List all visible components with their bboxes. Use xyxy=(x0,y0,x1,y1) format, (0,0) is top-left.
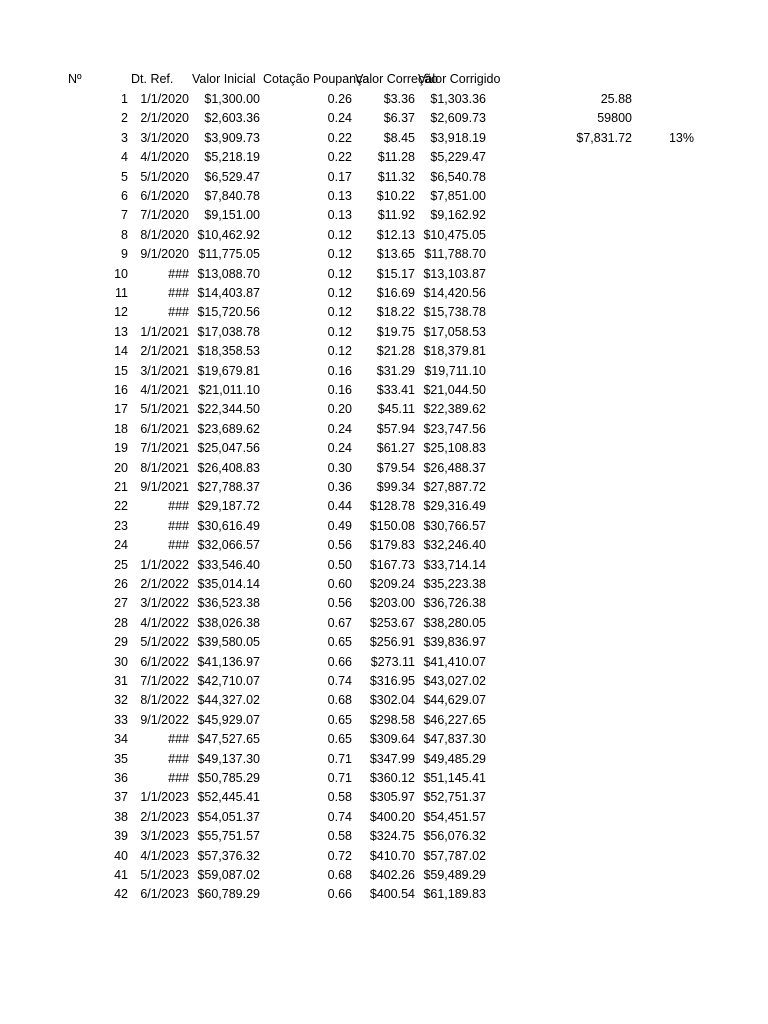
row-date: ### xyxy=(168,732,189,746)
row-initial-value: $22,344.50 xyxy=(197,402,260,416)
row-savings-rate: 0.66 xyxy=(327,887,352,901)
row-initial-value: $57,376.32 xyxy=(197,849,260,863)
row-correction-value: $273.11 xyxy=(370,655,415,669)
header-date: Dt. Ref. xyxy=(131,72,174,86)
row-correction-value: $10.22 xyxy=(376,189,415,203)
row-initial-value: $55,751.57 xyxy=(197,829,260,843)
row-number: 16 xyxy=(114,383,128,397)
row-correction-value: $19.75 xyxy=(376,325,415,339)
row-correction-value: $402.26 xyxy=(369,868,415,882)
row-initial-value: $3,909.73 xyxy=(204,131,260,145)
row-correction-value: $21.28 xyxy=(376,344,415,358)
row-savings-rate: 0.12 xyxy=(327,325,352,339)
row-corrected-value: $17,058.53 xyxy=(423,325,486,339)
row-date: ### xyxy=(168,267,189,281)
row-savings-rate: 0.71 xyxy=(327,752,352,766)
row-corrected-value: $56,076.32 xyxy=(423,829,486,843)
row-initial-value: $23,689.62 xyxy=(197,422,260,436)
row-savings-rate: 0.44 xyxy=(327,499,352,513)
row-number: 30 xyxy=(114,655,128,669)
row-corrected-value: $46,227.65 xyxy=(423,713,486,727)
header-savings-rate: Cotação Poupança xyxy=(263,72,370,86)
row-correction-value: $45.11 xyxy=(377,402,415,416)
row-correction-value: $305.97 xyxy=(369,790,415,804)
row-initial-value: $10,462.92 xyxy=(197,228,260,242)
row-savings-rate: 0.13 xyxy=(327,208,352,222)
row-initial-value: $25,047.56 xyxy=(197,441,260,455)
row-correction-value: $302.04 xyxy=(369,693,415,707)
row-savings-rate: 0.68 xyxy=(327,693,352,707)
row-date: 3/1/2022 xyxy=(140,596,189,610)
row-initial-value: $19,679.81 xyxy=(197,364,260,378)
row-corrected-value: $36,726.38 xyxy=(423,596,486,610)
row-corrected-value: $13,103.87 xyxy=(423,267,486,281)
row-number: 38 xyxy=(114,810,128,824)
row-corrected-value: $21,044.50 xyxy=(423,383,486,397)
row-correction-value: $128.78 xyxy=(369,499,415,513)
row-savings-rate: 0.56 xyxy=(327,538,352,552)
row-initial-value: $33,546.40 xyxy=(197,558,260,572)
row-correction-value: $316.95 xyxy=(369,674,415,688)
row-number: 29 xyxy=(114,635,128,649)
row-initial-value: $14,403.87 xyxy=(197,286,260,300)
row-date: 1/1/2022 xyxy=(140,558,189,572)
row-date: 5/1/2023 xyxy=(140,868,189,882)
row-correction-value: $6.37 xyxy=(383,111,415,125)
row-date: 8/1/2021 xyxy=(140,461,189,475)
row-date: 1/1/2023 xyxy=(140,790,189,804)
row-date: 7/1/2020 xyxy=(140,208,189,222)
row-initial-value: $21,011.10 xyxy=(198,383,260,397)
row-number: 13 xyxy=(114,325,128,339)
row-savings-rate: 0.65 xyxy=(327,635,352,649)
row-corrected-value: $14,420.56 xyxy=(423,286,486,300)
row-initial-value: $47,527.65 xyxy=(197,732,260,746)
row-corrected-value: $27,887.72 xyxy=(423,480,486,494)
row-savings-rate: 0.49 xyxy=(327,519,352,533)
row-corrected-value: $30,766.57 xyxy=(423,519,486,533)
row-date: 9/1/2022 xyxy=(140,713,189,727)
row-number: 41 xyxy=(114,868,128,882)
row-initial-value: $13,088.70 xyxy=(197,267,260,281)
row-correction-value: $253.67 xyxy=(369,616,415,630)
row-number: 7 xyxy=(121,208,128,222)
row-date: 2/1/2023 xyxy=(140,810,189,824)
row-corrected-value: $39,836.97 xyxy=(423,635,486,649)
row-savings-rate: 0.67 xyxy=(327,616,352,630)
row-corrected-value: $35,223.38 xyxy=(423,577,486,591)
row-initial-value: $1,300.00 xyxy=(204,92,260,106)
row-corrected-value: $18,379.81 xyxy=(423,344,486,358)
row-corrected-value: $10,475.05 xyxy=(423,228,486,242)
row-number: 25 xyxy=(114,558,128,572)
row-date: ### xyxy=(168,286,189,300)
row-correction-value: $203.00 xyxy=(369,596,415,610)
row-savings-rate: 0.24 xyxy=(327,111,352,125)
row-corrected-value: $2,609.73 xyxy=(430,111,486,125)
row-corrected-value: $9,162.92 xyxy=(430,208,486,222)
row-correction-value: $33.41 xyxy=(376,383,415,397)
row-savings-rate: 0.22 xyxy=(327,131,352,145)
side-value-amount: $7,831.72 xyxy=(576,131,632,145)
row-initial-value: $7,840.78 xyxy=(204,189,260,203)
row-correction-value: $18.22 xyxy=(376,305,415,319)
row-savings-rate: 0.26 xyxy=(327,92,352,106)
row-corrected-value: $59,489.29 xyxy=(423,868,486,882)
row-date: 8/1/2022 xyxy=(140,693,189,707)
row-savings-rate: 0.12 xyxy=(327,344,352,358)
row-date: 8/1/2020 xyxy=(140,228,189,242)
row-correction-value: $31.29 xyxy=(376,364,415,378)
row-date: 5/1/2020 xyxy=(140,170,189,184)
row-correction-value: $79.54 xyxy=(376,461,415,475)
row-savings-rate: 0.12 xyxy=(327,247,352,261)
header-correction-value: Valor Correção xyxy=(355,72,439,86)
row-savings-rate: 0.58 xyxy=(327,790,352,804)
row-savings-rate: 0.68 xyxy=(327,868,352,882)
row-savings-rate: 0.24 xyxy=(327,422,352,436)
row-corrected-value: $25,108.83 xyxy=(423,441,486,455)
row-savings-rate: 0.74 xyxy=(327,674,352,688)
row-date: ### xyxy=(168,752,189,766)
header-num: Nº xyxy=(68,72,82,86)
row-number: 33 xyxy=(114,713,128,727)
row-initial-value: $6,529.47 xyxy=(204,170,260,184)
row-initial-value: $54,051.37 xyxy=(197,810,260,824)
row-number: 22 xyxy=(114,499,128,513)
row-date: ### xyxy=(168,538,189,552)
row-number: 2 xyxy=(121,111,128,125)
row-savings-rate: 0.71 xyxy=(327,771,352,785)
row-date: 3/1/2023 xyxy=(140,829,189,843)
row-savings-rate: 0.65 xyxy=(327,713,352,727)
row-initial-value: $41,136.97 xyxy=(197,655,260,669)
row-corrected-value: $6,540.78 xyxy=(430,170,486,184)
row-savings-rate: 0.22 xyxy=(327,150,352,164)
row-correction-value: $209.24 xyxy=(369,577,415,591)
row-corrected-value: $44,629.07 xyxy=(423,693,486,707)
row-corrected-value: $23,747.56 xyxy=(423,422,486,436)
row-initial-value: $27,788.37 xyxy=(197,480,260,494)
row-correction-value: $179.83 xyxy=(369,538,415,552)
row-corrected-value: $54,451.57 xyxy=(423,810,486,824)
row-corrected-value: $38,280.05 xyxy=(423,616,486,630)
row-date: 7/1/2022 xyxy=(140,674,189,688)
row-number: 42 xyxy=(114,887,128,901)
row-corrected-value: $49,485.29 xyxy=(423,752,486,766)
row-correction-value: $347.99 xyxy=(369,752,415,766)
row-initial-value: $9,151.00 xyxy=(204,208,260,222)
row-initial-value: $52,445.41 xyxy=(197,790,260,804)
row-date: 7/1/2021 xyxy=(140,441,189,455)
row-corrected-value: $11,788.70 xyxy=(424,247,486,261)
row-correction-value: $324.75 xyxy=(369,829,415,843)
row-date: 2/1/2021 xyxy=(140,344,189,358)
row-correction-value: $410.70 xyxy=(369,849,415,863)
row-corrected-value: $52,751.37 xyxy=(423,790,486,804)
row-corrected-value: $47,837.30 xyxy=(423,732,486,746)
row-number: 26 xyxy=(114,577,128,591)
row-date: 3/1/2020 xyxy=(140,131,189,145)
row-date: 4/1/2023 xyxy=(140,849,189,863)
row-initial-value: $15,720.56 xyxy=(197,305,260,319)
row-number: 28 xyxy=(114,616,128,630)
row-number: 40 xyxy=(114,849,128,863)
row-correction-value: $8.45 xyxy=(383,131,415,145)
row-date: 2/1/2022 xyxy=(140,577,189,591)
row-corrected-value: $15,738.78 xyxy=(423,305,486,319)
row-date: 5/1/2022 xyxy=(140,635,189,649)
row-initial-value: $38,026.38 xyxy=(197,616,260,630)
row-correction-value: $150.08 xyxy=(369,519,415,533)
row-savings-rate: 0.65 xyxy=(327,732,352,746)
row-savings-rate: 0.56 xyxy=(327,596,352,610)
row-corrected-value: $32,246.40 xyxy=(423,538,486,552)
row-number: 36 xyxy=(114,771,128,785)
row-correction-value: $11.32 xyxy=(377,170,415,184)
row-date: 6/1/2020 xyxy=(140,189,189,203)
row-initial-value: $49,137.30 xyxy=(197,752,260,766)
row-date: ### xyxy=(168,771,189,785)
row-savings-rate: 0.36 xyxy=(327,480,352,494)
row-number: 6 xyxy=(121,189,128,203)
row-number: 39 xyxy=(114,829,128,843)
row-date: 6/1/2023 xyxy=(140,887,189,901)
row-date: 1/1/2021 xyxy=(140,325,189,339)
row-number: 3 xyxy=(121,131,128,145)
row-number: 24 xyxy=(114,538,128,552)
row-corrected-value: $19,711.10 xyxy=(424,364,486,378)
row-correction-value: $360.12 xyxy=(369,771,415,785)
row-savings-rate: 0.74 xyxy=(327,810,352,824)
row-correction-value: $400.20 xyxy=(369,810,415,824)
row-savings-rate: 0.13 xyxy=(327,189,352,203)
row-number: 8 xyxy=(121,228,128,242)
row-correction-value: $298.58 xyxy=(369,713,415,727)
row-correction-value: $61.27 xyxy=(376,441,415,455)
row-initial-value: $42,710.07 xyxy=(197,674,260,688)
row-number: 27 xyxy=(114,596,128,610)
row-number: 10 xyxy=(114,267,128,281)
row-corrected-value: $1,303.36 xyxy=(430,92,486,106)
row-number: 14 xyxy=(114,344,128,358)
row-savings-rate: 0.24 xyxy=(327,441,352,455)
row-number: 4 xyxy=(121,150,128,164)
row-initial-value: $59,087.02 xyxy=(197,868,260,882)
row-correction-value: $57.94 xyxy=(376,422,415,436)
row-correction-value: $400.54 xyxy=(369,887,415,901)
row-number: 18 xyxy=(114,422,128,436)
side-value-total: 59800 xyxy=(597,111,632,125)
row-number: 21 xyxy=(114,480,128,494)
row-number: 12 xyxy=(114,305,128,319)
row-correction-value: $256.91 xyxy=(369,635,415,649)
row-corrected-value: $61,189.83 xyxy=(423,887,486,901)
row-number: 1 xyxy=(121,92,128,106)
row-date: 4/1/2021 xyxy=(140,383,189,397)
row-initial-value: $36,523.38 xyxy=(197,596,260,610)
row-number: 32 xyxy=(114,693,128,707)
row-savings-rate: 0.58 xyxy=(327,829,352,843)
row-number: 15 xyxy=(114,364,128,378)
row-initial-value: $50,785.29 xyxy=(197,771,260,785)
row-savings-rate: 0.50 xyxy=(327,558,352,572)
row-correction-value: $167.73 xyxy=(369,558,415,572)
row-corrected-value: $33,714.14 xyxy=(423,558,486,572)
row-correction-value: $16.69 xyxy=(376,286,415,300)
row-corrected-value: $43,027.02 xyxy=(423,674,486,688)
row-initial-value: $26,408.83 xyxy=(197,461,260,475)
row-corrected-value: $3,918.19 xyxy=(430,131,486,145)
row-number: 34 xyxy=(114,732,128,746)
row-corrected-value: $29,316.49 xyxy=(423,499,486,513)
row-corrected-value: $57,787.02 xyxy=(423,849,486,863)
row-initial-value: $2,603.36 xyxy=(204,111,260,125)
row-date: ### xyxy=(168,305,189,319)
row-number: 5 xyxy=(121,170,128,184)
header-initial-value: Valor Inicial xyxy=(192,72,256,86)
row-savings-rate: 0.12 xyxy=(327,228,352,242)
row-number: 23 xyxy=(114,519,128,533)
row-number: 11 xyxy=(115,286,128,300)
side-value-rate: 25.88 xyxy=(600,92,632,106)
row-date: 9/1/2021 xyxy=(140,480,189,494)
row-corrected-value: $26,488.37 xyxy=(423,461,486,475)
row-correction-value: $13.65 xyxy=(376,247,415,261)
row-savings-rate: 0.72 xyxy=(327,849,352,863)
row-date: 1/1/2020 xyxy=(140,92,189,106)
row-corrected-value: $22,389.62 xyxy=(423,402,486,416)
row-number: 9 xyxy=(121,247,128,261)
row-initial-value: $60,789.29 xyxy=(197,887,260,901)
row-number: 20 xyxy=(114,461,128,475)
row-initial-value: $11,775.05 xyxy=(198,247,260,261)
row-initial-value: $5,218.19 xyxy=(204,150,260,164)
row-number: 17 xyxy=(114,402,128,416)
row-date: 4/1/2022 xyxy=(140,616,189,630)
row-date: 3/1/2021 xyxy=(140,364,189,378)
row-date: 9/1/2020 xyxy=(140,247,189,261)
row-date: 5/1/2021 xyxy=(140,402,189,416)
row-date: 6/1/2022 xyxy=(140,655,189,669)
row-savings-rate: 0.12 xyxy=(327,305,352,319)
row-date: 4/1/2020 xyxy=(140,150,189,164)
row-initial-value: $32,066.57 xyxy=(197,538,260,552)
row-correction-value: $11.92 xyxy=(377,208,415,222)
row-savings-rate: 0.12 xyxy=(327,267,352,281)
row-savings-rate: 0.16 xyxy=(327,383,352,397)
row-number: 31 xyxy=(114,674,128,688)
side-value-percent: 13% xyxy=(668,131,694,145)
row-savings-rate: 0.66 xyxy=(327,655,352,669)
row-corrected-value: $41,410.07 xyxy=(423,655,486,669)
row-correction-value: $99.34 xyxy=(376,480,415,494)
row-date: ### xyxy=(168,519,189,533)
row-initial-value: $39,580.05 xyxy=(197,635,260,649)
row-correction-value: $15.17 xyxy=(376,267,415,281)
row-number: 19 xyxy=(114,441,128,455)
row-correction-value: $309.64 xyxy=(369,732,415,746)
row-savings-rate: 0.30 xyxy=(327,461,352,475)
row-corrected-value: $7,851.00 xyxy=(430,189,486,203)
row-date: 6/1/2021 xyxy=(140,422,189,436)
row-correction-value: $3.36 xyxy=(383,92,415,106)
row-date: ### xyxy=(168,499,189,513)
row-number: 35 xyxy=(114,752,128,766)
row-initial-value: $30,616.49 xyxy=(197,519,260,533)
row-savings-rate: 0.60 xyxy=(327,577,352,591)
row-corrected-value: $51,145.41 xyxy=(423,771,486,785)
row-savings-rate: 0.20 xyxy=(327,402,352,416)
row-initial-value: $29,187.72 xyxy=(197,499,260,513)
row-savings-rate: 0.12 xyxy=(327,286,352,300)
row-date: 2/1/2020 xyxy=(140,111,189,125)
row-initial-value: $18,358.53 xyxy=(197,344,260,358)
header-corrected-value: Valor Corrigido xyxy=(418,72,501,86)
row-initial-value: $44,327.02 xyxy=(197,693,260,707)
row-initial-value: $45,929.07 xyxy=(197,713,260,727)
row-corrected-value: $5,229.47 xyxy=(430,150,486,164)
row-savings-rate: 0.17 xyxy=(327,170,352,184)
row-correction-value: $12.13 xyxy=(376,228,415,242)
row-correction-value: $11.28 xyxy=(377,150,415,164)
row-initial-value: $17,038.78 xyxy=(197,325,260,339)
row-savings-rate: 0.16 xyxy=(327,364,352,378)
row-number: 37 xyxy=(114,790,128,804)
row-initial-value: $35,014.14 xyxy=(197,577,260,591)
